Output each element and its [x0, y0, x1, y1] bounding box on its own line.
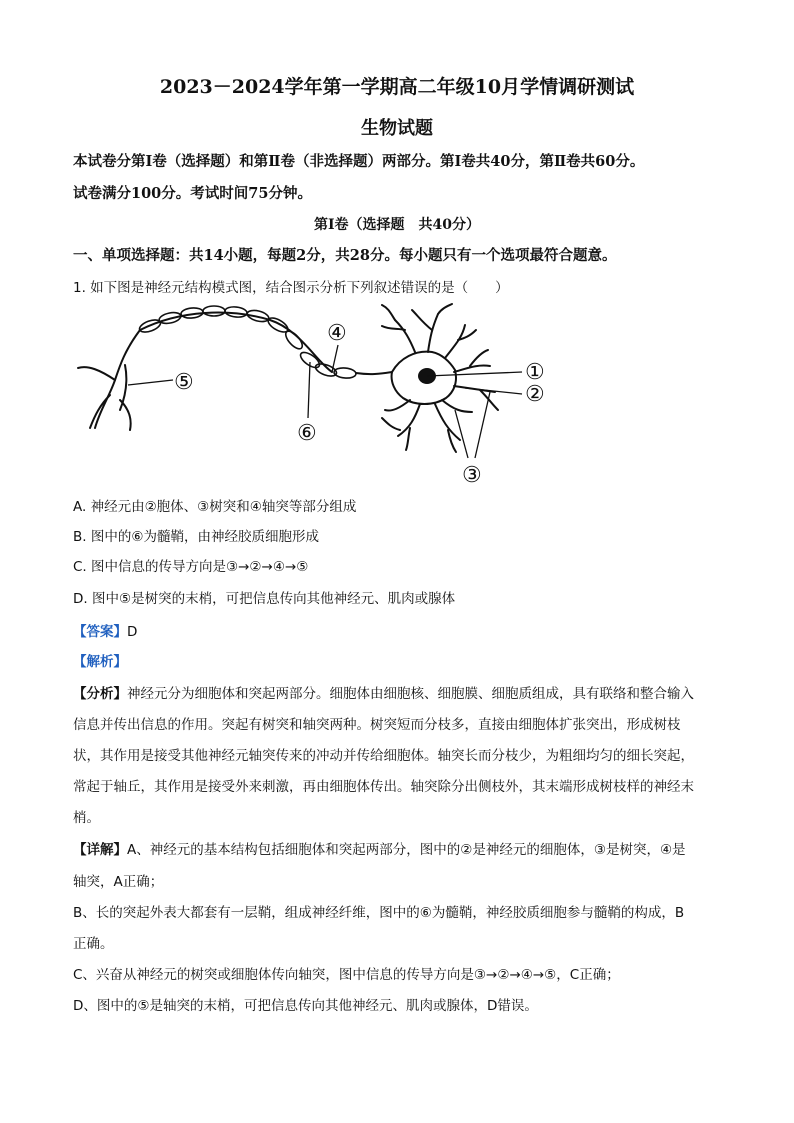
- option-b: B. 图中的⑥为髓鞘，由神经胶质细胞形成: [73, 529, 319, 545]
- answer-tag: 【答案】: [73, 624, 127, 640]
- detail-line-1: [73, 838, 733, 858]
- detail-line-6: D、图中的⑤是轴突的末梢，可把信息传向其他神经元、肌肉或腺体，D错误。: [73, 998, 538, 1014]
- detail-line-2: 轴突，A正确；: [73, 874, 164, 890]
- analysis-text-1: 神经元分为细胞体和突起两部分。细胞体由细胞核、细胞膜、细胞质组成，具有联络和整合输入: [127, 686, 694, 702]
- option-a: A. 神经元由②胞体、③树突和④轴突等部分组成: [73, 499, 357, 515]
- analysis-line-4: 常起于轴丘，其作用是接受外来刺激，再由细胞体传出。轴突除分出侧枝外，其末端形成树枝样的神经末: [73, 779, 694, 795]
- analysis-line-3: 状，其作用是接受其他神经元轴突传来的冲动并传给细胞体。轴突长而分枝少，为粗细均匀的细长突起，: [73, 748, 694, 764]
- option-c: C. 图中信息的传导方向是③→②→④→⑤: [73, 559, 309, 575]
- answer-value: D: [127, 624, 138, 640]
- option-d: D. 图中⑤是树突的末梢，可把信息传向其他神经元、肌肉或腺体: [73, 591, 456, 607]
- exam-subtitle: 生物试题: [361, 118, 433, 139]
- intro-line-2: 试卷满分100分。考试时间75分钟。: [73, 185, 312, 202]
- answer-line: [73, 620, 733, 640]
- question-stem: 1. 如下图是神经元结构模式图，结合图示分析下列叙述错误的是（ ）: [73, 280, 509, 296]
- detail-line-5: C、兴奋从神经元的树突或细胞体传向轴突，图中信息的传导方向是③→②→④→⑤，C正确；: [73, 967, 620, 983]
- label-6: ⑥: [297, 421, 317, 446]
- label-1: ①: [525, 360, 545, 385]
- exam-title: 2023－2024学年第一学期高二年级10月学情调研测试: [159, 76, 635, 98]
- part-one-heading: 一、单项选择题：共14小题，每题2分，共28分。每小题只有一个选项最符合题意。: [73, 247, 617, 264]
- analysis-heading: [73, 650, 733, 670]
- analysis-line-2: 信息并传出信息的作用。突起有树突和轴突两种。树突短而分枝多，直接由细胞体扩张突出，形成树枝: [73, 717, 681, 733]
- neuron-diagram: [70, 300, 560, 490]
- analysis-line-5: 梢。: [73, 810, 100, 826]
- label-3: ③: [462, 463, 482, 488]
- detail-text-1: A、神经元的基本结构包括细胞体和突起两部分，图中的②是神经元的细胞体，③是树突，④是: [127, 842, 686, 858]
- label-5: ⑤: [174, 370, 194, 395]
- analysis-line-1: [73, 682, 733, 702]
- label-4: ④: [327, 321, 347, 346]
- analysis-tag: 【解析】: [73, 654, 127, 670]
- analysis-sub-tag: 【分析】: [73, 686, 127, 702]
- intro-line-1: 本试卷分第Ⅰ卷（选择题）和第Ⅱ卷（非选择题）两部分。第Ⅰ卷共40分，第Ⅱ卷共60分。: [73, 153, 645, 170]
- detail-line-4: 正确。: [73, 936, 114, 952]
- section-title: 第Ⅰ卷（选择题 共40分）: [313, 217, 481, 233]
- detail-tag: 【详解】: [73, 842, 127, 858]
- label-2: ②: [525, 382, 545, 407]
- detail-line-3: B、长的突起外表大都套有一层鞘，组成神经纤维，图中的⑥为髓鞘，神经胶质细胞参与髓鞘的构成，B: [73, 905, 685, 921]
